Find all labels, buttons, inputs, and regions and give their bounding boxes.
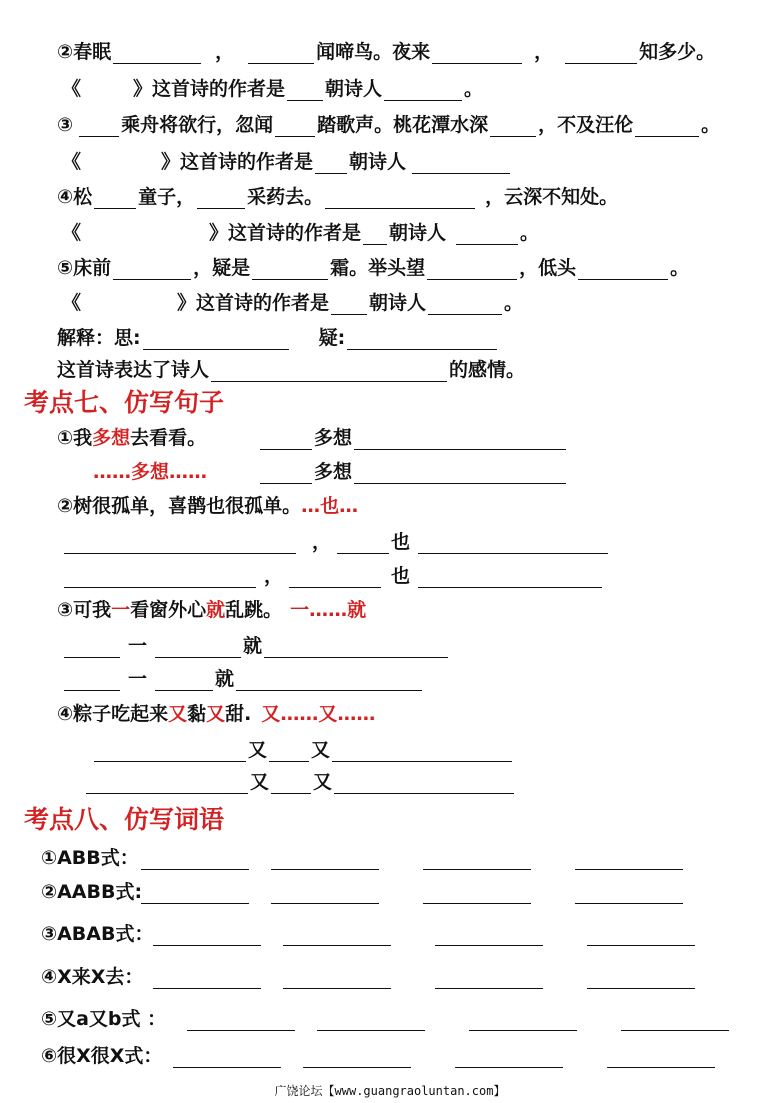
item-number: ① — [57, 427, 74, 449]
sentence-text: 乱跳。 — [225, 599, 283, 621]
punctuation: ， — [312, 531, 332, 553]
pattern-hint: 又……又…… — [261, 703, 376, 725]
word-pattern-label: ④X来X去： — [41, 966, 144, 988]
q1-answer-1 — [258, 426, 568, 450]
q1-line — [57, 426, 206, 450]
pattern-word: 又 — [250, 771, 270, 793]
poem-text: 霜。举头望 — [330, 257, 426, 279]
pattern-word: 又 — [313, 771, 333, 793]
sentence-text: ③可我 — [57, 599, 112, 621]
fill-blank[interactable] — [271, 775, 311, 794]
fill-blank[interactable] — [287, 82, 323, 101]
sentence-text: 我 — [73, 427, 93, 449]
fill-blank[interactable] — [587, 927, 695, 946]
poem-text: 。 — [464, 78, 484, 100]
fill-blank[interactable] — [331, 296, 367, 315]
explain-label: 解释：思: — [57, 327, 141, 349]
fill-blank[interactable] — [337, 535, 389, 554]
fill-blank[interactable] — [427, 261, 517, 280]
pattern-word: 又 — [248, 739, 268, 761]
fill-blank[interactable] — [435, 927, 543, 946]
pattern-hint: 一……就 — [290, 599, 367, 621]
fill-blank[interactable] — [317, 1012, 425, 1031]
fill-blank[interactable] — [428, 296, 502, 315]
fill-blank[interactable] — [354, 431, 566, 450]
fill-blank[interactable] — [143, 331, 289, 350]
fill-blank[interactable] — [197, 190, 245, 209]
explain-line — [57, 326, 499, 350]
dynasty-prompt: 朝诗人 — [369, 292, 427, 314]
fill-blank[interactable] — [94, 190, 136, 209]
fill-blank[interactable] — [418, 535, 608, 554]
fill-blank[interactable] — [455, 1049, 563, 1068]
poem-2-author-line — [62, 77, 483, 101]
poem-text: 。 — [670, 257, 690, 279]
pattern-word: 又 — [311, 739, 331, 761]
fill-blank[interactable] — [575, 851, 683, 870]
fill-blank[interactable] — [347, 331, 497, 350]
author-prompt: 》这首诗的作者是 — [161, 151, 314, 173]
fill-blank[interactable] — [141, 885, 249, 904]
poem-text: 。 — [520, 222, 540, 244]
word-pattern-label: ⑤又a又b式 ： — [41, 1008, 167, 1030]
punctuation: ， — [264, 565, 284, 587]
fill-blank[interactable] — [155, 639, 241, 658]
q2-line — [57, 494, 358, 518]
fill-blank[interactable] — [271, 851, 379, 870]
fill-blank[interactable] — [64, 672, 120, 691]
q3-answer-2 — [62, 667, 424, 691]
q3-answer-1 — [62, 634, 450, 658]
sentence-text: 甜. — [225, 703, 252, 725]
poem-text: 。 — [504, 292, 524, 314]
fill-blank[interactable] — [283, 970, 391, 989]
highlight-word: 又 — [168, 703, 188, 725]
fill-blank[interactable] — [490, 118, 536, 137]
poem-text: 知多少。 — [639, 41, 716, 63]
q1-answer-2 — [258, 460, 568, 484]
poem-text: 松 — [73, 186, 93, 208]
pattern-word: 多想 — [314, 461, 353, 483]
pattern-word: 也 — [391, 565, 411, 587]
item-number: ⑤ — [57, 257, 74, 279]
sentence-text: ②树很孤单，喜鹊也很孤单。 — [57, 495, 302, 517]
poem-4-line — [57, 185, 618, 209]
fill-blank[interactable] — [315, 155, 347, 174]
author-prompt: 》这首诗的作者是 — [177, 292, 330, 314]
fill-blank[interactable] — [384, 82, 462, 101]
fill-blank[interactable] — [113, 45, 201, 64]
q4-answer-1 — [92, 738, 514, 762]
fill-blank[interactable] — [607, 1049, 715, 1068]
emotion-prompt: 的感情。 — [449, 359, 526, 381]
fill-blank[interactable] — [275, 118, 315, 137]
fill-blank[interactable] — [64, 569, 256, 588]
poem-text: ， — [215, 41, 235, 63]
highlight-word: 又 — [206, 703, 226, 725]
fill-blank[interactable] — [432, 45, 522, 64]
pattern-word: 一 — [128, 635, 148, 657]
word-row-youayoub — [41, 1007, 731, 1031]
fill-blank[interactable] — [635, 118, 699, 137]
highlight-word: 多想 — [92, 427, 131, 449]
fill-blank[interactable] — [363, 226, 387, 245]
poem-text: 乘舟将欲行，忽闻 — [121, 114, 274, 136]
dynasty-prompt: 朝诗人 — [389, 222, 447, 244]
poem-text: 。 — [701, 114, 721, 136]
poem-text: ，低头 — [519, 257, 577, 279]
fill-blank[interactable] — [325, 190, 475, 209]
fill-blank[interactable] — [469, 1012, 577, 1031]
pattern-word: 就 — [215, 668, 235, 690]
fill-blank[interactable] — [334, 775, 514, 794]
fill-blank[interactable] — [423, 885, 531, 904]
fill-blank[interactable] — [260, 465, 312, 484]
item-number: ② — [57, 41, 74, 63]
dynasty-prompt: 朝诗人 — [349, 151, 407, 173]
section-7-title: 考点七、仿写句子 — [24, 388, 225, 417]
author-prompt: 》这首诗的作者是 — [209, 222, 362, 244]
explain-label: 疑: — [318, 327, 346, 349]
fill-blank[interactable] — [303, 1049, 411, 1068]
section-8-title: 考点八、仿写词语 — [24, 805, 225, 834]
poem-text: ，不及汪伦 — [538, 114, 634, 136]
poem-text: 采药去。 — [247, 186, 324, 208]
fill-blank[interactable] — [94, 743, 246, 762]
sentence-text: ④粽子吃起来 — [57, 703, 169, 725]
poem-text: 春眠 — [73, 41, 112, 63]
fill-blank[interactable] — [269, 743, 309, 762]
q2-answer-1 — [62, 530, 610, 554]
word-pattern-label: ⑥很X很X式： — [41, 1045, 163, 1067]
book-title-open: 《 — [62, 292, 82, 314]
word-pattern-label: ③ABAB式： — [41, 923, 154, 945]
fill-blank[interactable] — [575, 885, 683, 904]
fill-blank[interactable] — [418, 569, 602, 588]
word-pattern-label: ①ABB式： — [41, 847, 139, 869]
fill-blank[interactable] — [86, 775, 248, 794]
q2-answer-2 — [62, 564, 604, 588]
fill-blank[interactable] — [113, 261, 191, 280]
poem-text: ，疑是 — [193, 257, 251, 279]
poem-text: 床前 — [73, 257, 112, 279]
fill-blank[interactable] — [621, 1012, 729, 1031]
fill-blank[interactable] — [354, 465, 566, 484]
pattern-word: 多想 — [314, 427, 353, 449]
poem-2-line — [57, 40, 715, 64]
q4-line — [57, 702, 375, 726]
fill-blank[interactable] — [412, 155, 510, 174]
fill-blank[interactable] — [211, 363, 447, 382]
fill-blank[interactable] — [271, 885, 379, 904]
poem-text: ，云深不知处。 — [485, 186, 619, 208]
pattern-word: 就 — [243, 635, 263, 657]
fill-blank[interactable] — [173, 1049, 281, 1068]
fill-blank[interactable] — [153, 927, 261, 946]
fill-blank[interactable] — [565, 45, 637, 64]
fill-blank[interactable] — [252, 261, 328, 280]
poem-3-line — [57, 113, 720, 137]
fill-blank[interactable] — [248, 45, 314, 64]
fill-blank[interactable] — [423, 851, 531, 870]
fill-blank[interactable] — [64, 639, 120, 658]
fill-blank[interactable] — [79, 118, 119, 137]
book-title-open: 《 — [62, 222, 82, 244]
item-number: ③ — [57, 114, 74, 136]
word-pattern-label: ②AABB式: — [41, 881, 143, 903]
word-row-aabb — [41, 880, 685, 904]
sentence-text: 黏 — [187, 703, 207, 725]
fill-blank[interactable] — [64, 535, 296, 554]
book-title-open: 《 — [62, 151, 82, 173]
pattern-hint: …也… — [301, 495, 359, 517]
q4-answer-2 — [84, 770, 516, 794]
emotion-line — [57, 358, 525, 382]
poem-4-author-line — [62, 221, 539, 245]
word-row-abab — [41, 922, 697, 946]
footer-watermark: 广饶论坛【www.guangraoluntan.com】 — [274, 1084, 506, 1098]
fill-blank[interactable] — [236, 672, 422, 691]
sentence-text: 看窗外心 — [130, 599, 207, 621]
emotion-prompt: 这首诗表达了诗人 — [57, 359, 210, 381]
word-row-abb — [41, 846, 685, 870]
poem-text: 童子， — [138, 186, 196, 208]
q3-line — [57, 598, 366, 622]
poem-5-author-line — [62, 291, 523, 315]
fill-blank[interactable] — [587, 970, 695, 989]
poem-text: 踏歌声。桃花潭水深 — [317, 114, 489, 136]
word-row-xlaixqu — [41, 965, 697, 989]
word-row-henxhenx — [41, 1044, 717, 1068]
fill-blank[interactable] — [141, 851, 249, 870]
fill-blank[interactable] — [153, 970, 261, 989]
sentence-text: 去看看。 — [130, 427, 207, 449]
dynasty-prompt: 朝诗人 — [325, 78, 383, 100]
pattern-word: 一 — [128, 668, 148, 690]
fill-blank[interactable] — [264, 639, 448, 658]
q1-pattern: ……多想…… — [93, 461, 208, 483]
poem-3-author-line — [62, 150, 512, 174]
author-prompt: 》这首诗的作者是 — [133, 78, 286, 100]
highlight-word: 一 — [111, 599, 131, 621]
item-number: ④ — [57, 186, 74, 208]
fill-blank[interactable] — [456, 226, 518, 245]
pattern-word: 也 — [391, 531, 411, 553]
poem-text: ， — [534, 41, 554, 63]
book-title-open: 《 — [62, 78, 82, 100]
fill-blank[interactable] — [578, 261, 668, 280]
fill-blank[interactable] — [155, 672, 213, 691]
fill-blank[interactable] — [187, 1012, 295, 1031]
fill-blank[interactable] — [283, 927, 391, 946]
highlight-word: 就 — [206, 599, 226, 621]
fill-blank[interactable] — [332, 743, 512, 762]
fill-blank[interactable] — [260, 431, 312, 450]
fill-blank[interactable] — [435, 970, 543, 989]
fill-blank[interactable] — [289, 569, 381, 588]
poem-5-line — [57, 256, 689, 280]
poem-text: 闻啼鸟。夜来 — [316, 41, 431, 63]
